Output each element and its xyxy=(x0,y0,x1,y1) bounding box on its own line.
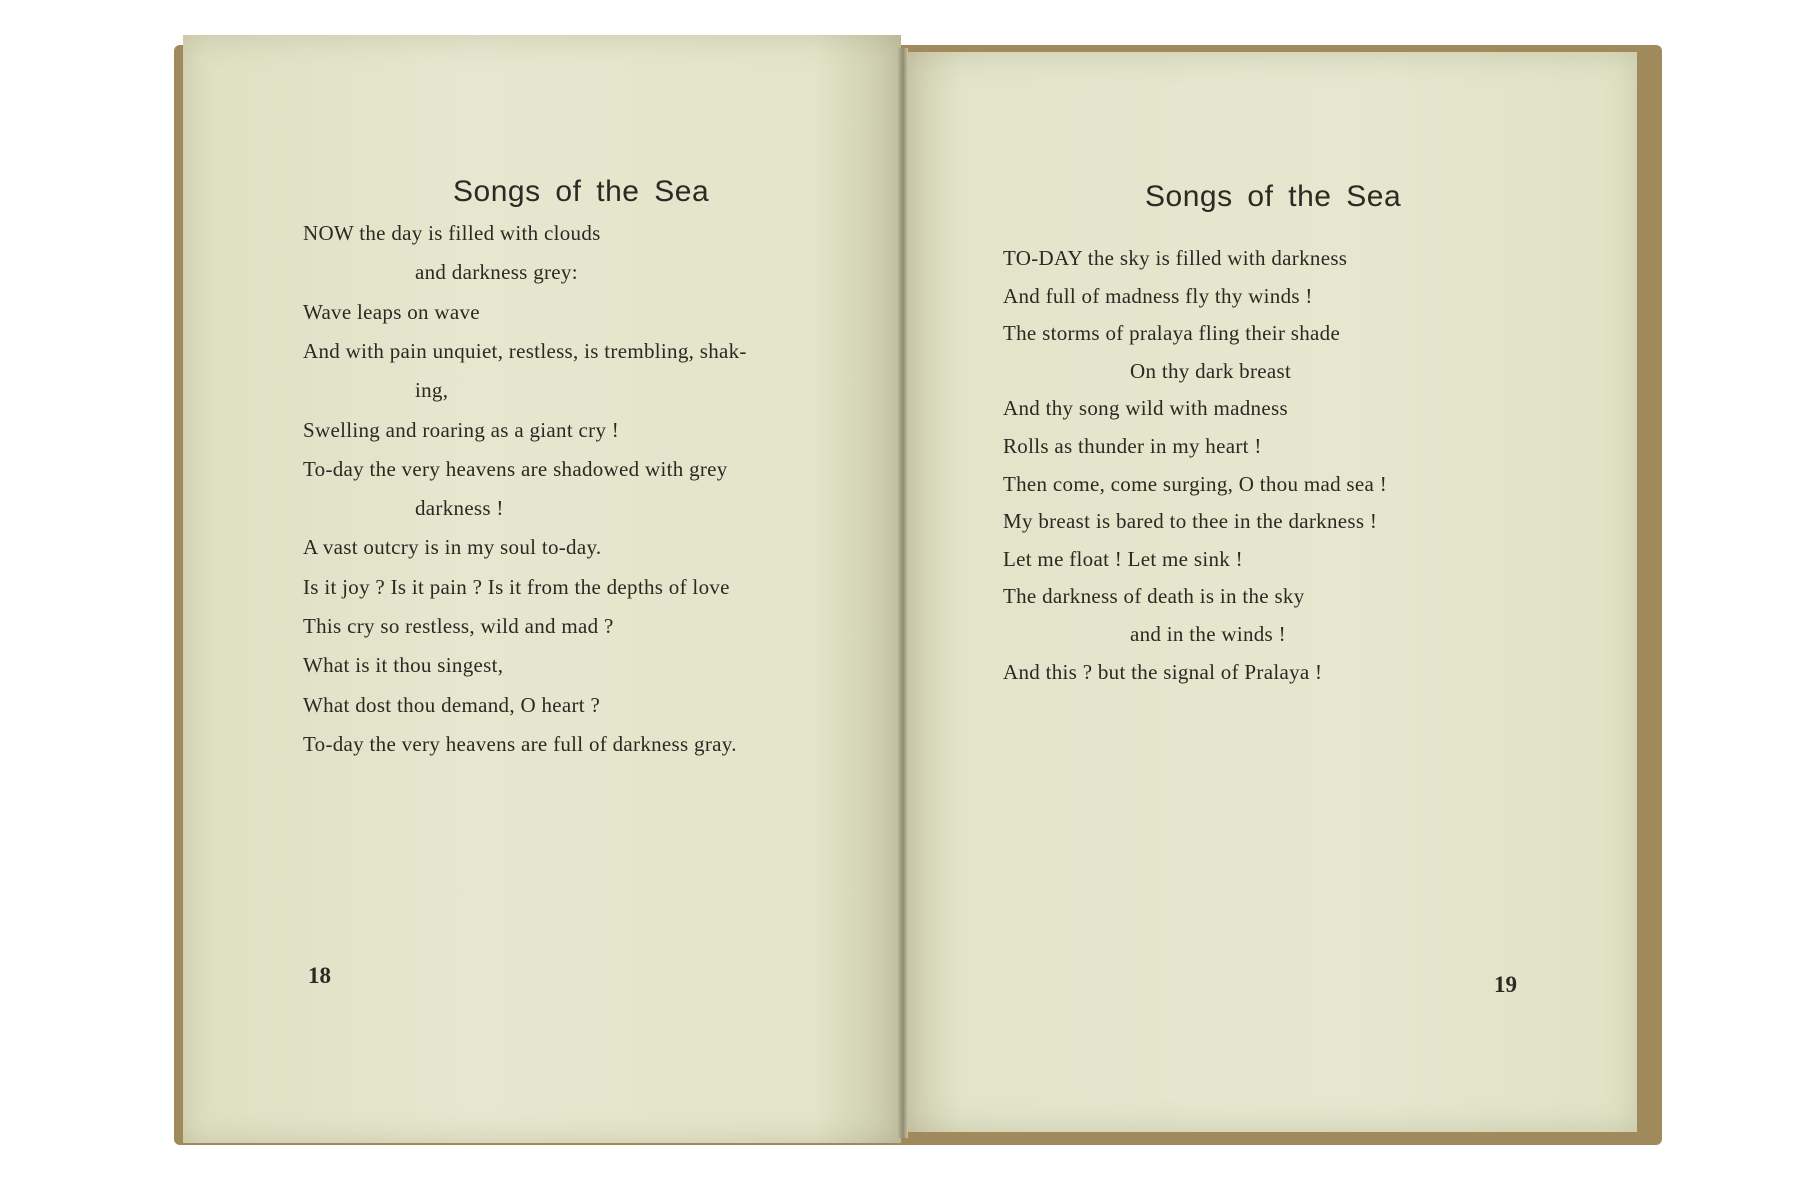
poem-line: Swelling and roaring as a giant cry ! xyxy=(303,417,620,442)
poem-line: and darkness grey: xyxy=(415,260,578,285)
poem-line: A vast outcry is in my soul to-day. xyxy=(303,535,602,560)
poem-line: ing, xyxy=(415,378,449,403)
right-page xyxy=(905,52,1637,1132)
page-number: 19 xyxy=(1494,972,1517,997)
page-title: Songs of the Sea xyxy=(1145,180,1402,213)
poem-line: The darkness of death is in the sky xyxy=(1003,584,1305,609)
poem-line: Then come, come surging, O thou mad sea ! xyxy=(1003,471,1387,496)
poem-line: The storms of pralaya fling their shade xyxy=(1003,321,1341,346)
poem-line: To-day the very heavens are full of darkness gray. xyxy=(303,731,737,756)
poem-line: TO-DAY the sky is filled with darkness xyxy=(1003,246,1348,270)
poem-line: And full of madness fly thy winds ! xyxy=(1003,283,1313,308)
poem-line: NOW the day is filled with clouds xyxy=(303,221,601,245)
poem-line: Wave leaps on wave xyxy=(303,299,480,324)
book-gutter xyxy=(898,48,908,1138)
poem-line: Rolls as thunder in my heart ! xyxy=(1003,434,1262,458)
left-page xyxy=(183,35,901,1143)
poem-line: Is it joy ? Is it pain ? Is it from the depths of love xyxy=(303,574,730,599)
poem-line: and in the winds ! xyxy=(1130,622,1286,646)
poem-line: Let me float ! Let me sink ! xyxy=(1003,546,1243,571)
poem-line: And thy song wild with madness xyxy=(1003,396,1288,421)
poem-line: And this ? but the signal of Pralaya ! xyxy=(1003,659,1323,684)
poem-line: My breast is bared to thee in the darkness ! xyxy=(1003,509,1378,534)
poem-line: What dost thou demand, O heart ? xyxy=(303,692,601,717)
poem-line: To-day the very heavens are shadowed with grey xyxy=(303,456,728,481)
poem-line: And with pain unquiet, restless, is trembling, shak- xyxy=(303,338,747,363)
page-number: 18 xyxy=(308,963,331,988)
page-title: Songs of the Sea xyxy=(453,175,710,208)
poem-line: On thy dark breast xyxy=(1130,358,1292,383)
poem-line: This cry so restless, wild and mad ? xyxy=(303,614,614,638)
poem-line: What is it thou singest, xyxy=(303,653,504,678)
poem-line: darkness ! xyxy=(415,496,504,521)
